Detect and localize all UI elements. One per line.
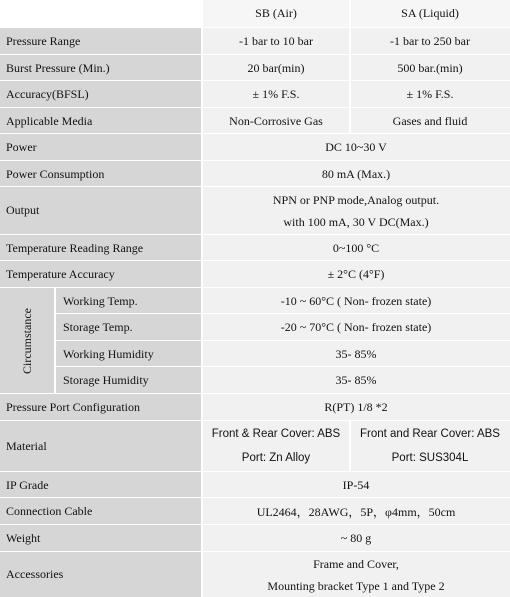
value-ip-grade: IP-54	[202, 472, 510, 498]
header-sa-liquid: SA (Liquid)	[350, 0, 510, 27]
label-ip-grade: IP Grade	[0, 472, 202, 498]
value-accuracy-sa: ± 1% F.S.	[350, 81, 510, 107]
row-divider	[0, 260, 510, 261]
value-accuracy-sb: ± 1% F.S.	[202, 81, 350, 107]
row-divider	[0, 54, 510, 55]
value-temperature-accuracy: ± 2°C (4°F)	[202, 261, 510, 287]
label-accuracy: Accuracy(BFSL)	[0, 81, 202, 107]
label-pressure-port-configuration: Pressure Port Configuration	[0, 394, 202, 420]
label-output: Output	[0, 187, 202, 234]
header-blank-cell	[0, 0, 202, 27]
label-power: Power	[0, 134, 202, 160]
value-pressure-range-sa: -1 bar to 250 bar	[350, 28, 510, 54]
accessories-line-2: Mounting bracket Type 1 and Type 2	[267, 578, 445, 593]
label-burst-pressure: Burst Pressure (Min.)	[0, 55, 202, 81]
value-media-sb: Non-Corrosive Gas	[202, 108, 350, 134]
value-output	[202, 187, 510, 234]
value-weight: ~ 80 g	[202, 525, 510, 551]
row-divider	[0, 393, 510, 394]
row-divider	[0, 524, 510, 525]
row-divider	[0, 234, 510, 235]
row-divider	[0, 160, 510, 161]
row-divider	[0, 27, 510, 28]
accessories-line-1: Frame and Cover,	[313, 556, 399, 571]
row-divider	[0, 80, 510, 81]
row-divider	[55, 313, 510, 314]
row-divider	[0, 186, 510, 187]
label-connection-cable: Connection Cable	[0, 498, 202, 524]
value-storage-humidity: 35- 85%	[202, 367, 510, 393]
value-burst-pressure-sb: 20 bar(min)	[202, 55, 350, 81]
output-line-2: with 100 mA, 30 V DC(Max.)	[283, 214, 429, 229]
label-pressure-range: Pressure Range	[0, 28, 202, 54]
material-sa-line-1: Front and Rear Cover: ABS	[360, 428, 500, 440]
value-power-consumption: 80 mA (Max.)	[202, 161, 510, 187]
circumstance-group-cell	[0, 288, 55, 393]
label-material: Material	[0, 421, 202, 471]
label-temperature-reading-range: Temperature Reading Range	[0, 235, 202, 261]
value-temperature-reading-range: 0~100 °C	[202, 235, 510, 261]
label-storage-temp: Storage Temp.	[55, 314, 202, 340]
material-sa-line-2: Port: SUS304L	[391, 452, 469, 464]
material-sb-line-1: Front & Rear Cover: ABS	[211, 428, 341, 440]
column-divider-label	[201, 0, 203, 597]
value-material-sa	[350, 421, 510, 471]
row-divider	[0, 133, 510, 134]
label-working-humidity: Working Humidity	[55, 341, 202, 367]
label-storage-humidity: Storage Humidity	[55, 367, 202, 393]
row-divider	[0, 471, 510, 472]
value-material-sb	[202, 421, 350, 471]
label-applicable-media: Applicable Media	[0, 108, 202, 134]
material-sb-line-2: Port: Zn Alloy	[241, 452, 311, 464]
label-temperature-accuracy: Temperature Accuracy	[0, 261, 202, 287]
value-burst-pressure-sa: 500 bar.(min)	[350, 55, 510, 81]
value-accessories	[202, 552, 510, 597]
label-power-consumption: Power Consumption	[0, 161, 202, 187]
column-divider-sb-sa-top	[349, 0, 351, 134]
label-accessories: Accessories	[0, 552, 202, 597]
output-line-1: NPN or PNP mode,Analog output.	[272, 192, 440, 207]
value-storage-temp: -20 ~ 70°C ( Non- frozen state)	[202, 314, 510, 340]
row-divider	[0, 420, 510, 421]
value-power: DC 10~30 V	[202, 134, 510, 160]
label-weight: Weight	[0, 525, 202, 551]
row-divider	[0, 551, 510, 552]
value-connection-cable: UL2464，28AWG，5P，φ4mm，50cm	[202, 498, 510, 524]
header-sb-air: SB (Air)	[202, 0, 350, 27]
value-pressure-range-sb: -1 bar to 10 bar	[202, 28, 350, 54]
column-divider-sb-sa-material	[349, 421, 351, 471]
value-working-humidity: 35- 85%	[202, 341, 510, 367]
circumstance-group-label: Circumstance	[20, 307, 34, 374]
row-divider	[0, 497, 510, 498]
value-working-temp: -10 ~ 60°C ( Non- frozen state)	[202, 288, 510, 314]
value-media-sa: Gases and fluid	[350, 108, 510, 134]
value-pressure-port-configuration: R(PT) 1/8 *2	[202, 394, 510, 420]
row-divider	[55, 340, 510, 341]
row-divider	[0, 287, 510, 288]
row-divider	[55, 366, 510, 367]
row-divider	[0, 107, 510, 108]
label-working-temp: Working Temp.	[55, 288, 202, 314]
